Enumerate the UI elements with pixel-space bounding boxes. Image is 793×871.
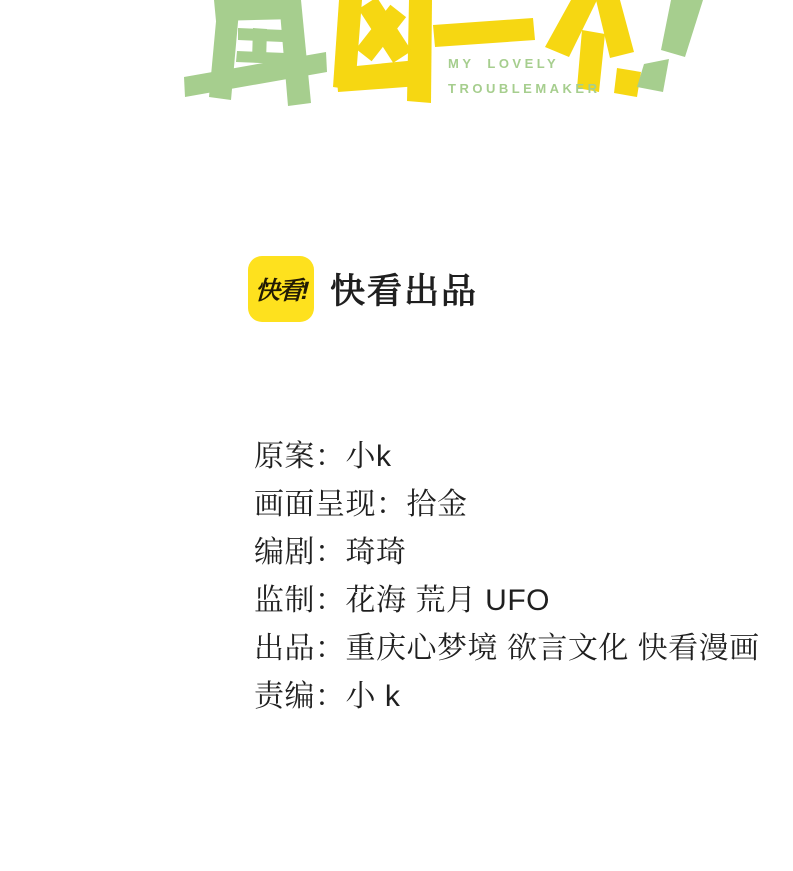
- char-zai: [184, 0, 327, 106]
- credit-line-editor: 责编：小 k: [254, 680, 401, 713]
- char-xiong: [333, 0, 432, 103]
- publisher-label: 快看出品: [330, 272, 479, 311]
- credits-list: [254, 433, 760, 721]
- credit-line-supervisor: 监制：花海 荒月 UFO: [254, 584, 550, 617]
- credit-line-art: 画面呈现：拾金: [254, 488, 468, 521]
- english-subtitle-line1: MY LOVELY: [448, 56, 560, 71]
- title-art-strokes: [0, 0, 793, 130]
- publisher-row: [248, 256, 478, 322]
- exclamation-mark: [637, 0, 703, 92]
- credit-line-producer: 出品：重庆心梦境 欲言文化 快看漫画: [254, 632, 760, 665]
- kuaikan-logo-text: 快看!: [254, 277, 308, 305]
- char-yi: [433, 18, 535, 47]
- kuaikan-logo-icon: [248, 256, 314, 322]
- credit-line-screenwriter: 编剧：琦琦: [254, 536, 407, 569]
- credit-line-original-story: 原案：小k: [254, 440, 392, 473]
- english-subtitle-line2: TROUBLEMAKER: [448, 81, 601, 96]
- title-artwork: [0, 0, 793, 130]
